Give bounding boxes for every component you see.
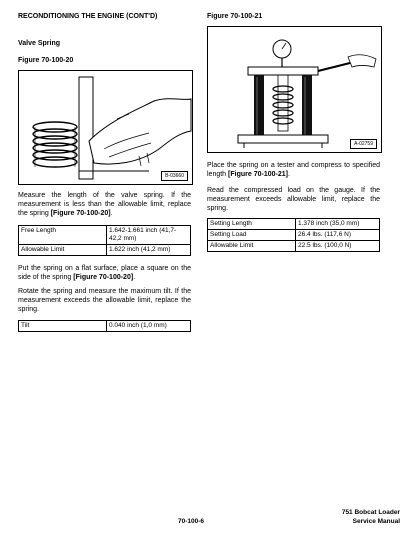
- figure-code-left: B-03660: [161, 171, 188, 181]
- spec-value: 26.4 lbs. (117,6 N): [296, 230, 380, 241]
- spec-label: Setting Load: [208, 230, 296, 241]
- right-para1-text: Place the spring on a tester and compress to specified length: [207, 162, 380, 178]
- spec-label: Setting Length: [208, 219, 296, 230]
- para1-text: Measure the length of the valve spring. If the measurement is less than the allowable limit, replace the spring: [18, 192, 191, 217]
- spec-value: 1.622 inch (41,2 mm): [107, 245, 191, 256]
- table-row: [208, 230, 380, 241]
- spec-label: Allowable Limit: [208, 241, 296, 252]
- read-load-paragraph: Read the compressed load on the gauge. If the measurement exceeds allowable limit, replace the spring.: [207, 187, 380, 212]
- para2-figure-ref: [Figure 70-100-20]: [73, 274, 134, 281]
- figure-label-right: Figure 70-100-21: [207, 13, 263, 20]
- valve-spring-figure: [18, 70, 193, 185]
- setting-table: [207, 218, 380, 252]
- figure-label-left: Figure 70-100-20: [18, 57, 74, 64]
- spec-value: 1.378 inch (35,0 mm): [296, 219, 380, 230]
- rotate-spring-paragraph: Rotate the spring and measure the maximum tilt. If the measurement exceeds the allowable limit, replace the spring.: [18, 288, 191, 313]
- spec-value: 22.5 lbs. (100,0 N): [296, 241, 380, 252]
- table-row: [19, 245, 191, 256]
- measure-length-paragraph: Measure the length of the valve spring. If the measurement is less than the allowable limit, replace the spring [Figure 70-100-20].: [18, 192, 191, 217]
- spec-label: Free Length: [19, 226, 107, 245]
- footer-manual: Service Manual: [352, 518, 400, 525]
- spec-value: 1.642-1.661 inch (41,7-42,2 mm): [107, 226, 191, 245]
- flat-surface-paragraph: Put the spring on a flat surface, place a square on the side of the spring [Figure 70-100-20].: [18, 265, 191, 281]
- table-row: [19, 321, 191, 332]
- spec-label: Tilt: [19, 321, 107, 332]
- para2-text: Put the spring on a flat surface, place a square on the side of the spring: [18, 265, 191, 281]
- spring-tester-figure: [207, 26, 382, 153]
- page-number: 70-100-6: [178, 518, 205, 525]
- footer-product: 751 Bobcat Loader: [341, 509, 400, 516]
- tilt-table: [18, 320, 191, 332]
- figure-code-right: A-02759: [350, 139, 377, 149]
- right-para1-figure-ref: [Figure 70-100-21]: [228, 171, 288, 178]
- table-row: [19, 226, 191, 245]
- para1-figure-ref: [Figure 70-100-20]: [50, 210, 111, 217]
- spec-label: Allowable Limit: [19, 245, 107, 256]
- place-spring-paragraph: Place the spring on a tester and compress to specified length [Figure 70-100-21].: [207, 162, 380, 178]
- free-length-table: [18, 225, 191, 256]
- subsection-title: Valve Spring: [18, 40, 61, 47]
- table-row: [208, 219, 380, 230]
- table-row: [208, 241, 380, 252]
- spring-tester-illustration: [208, 27, 381, 152]
- section-title: RECONDITIONING THE ENGINE (CONT'D): [18, 13, 158, 20]
- valve-spring-square-illustration: [19, 71, 192, 184]
- spec-value: 0.040 inch (1,0 mm): [107, 321, 191, 332]
